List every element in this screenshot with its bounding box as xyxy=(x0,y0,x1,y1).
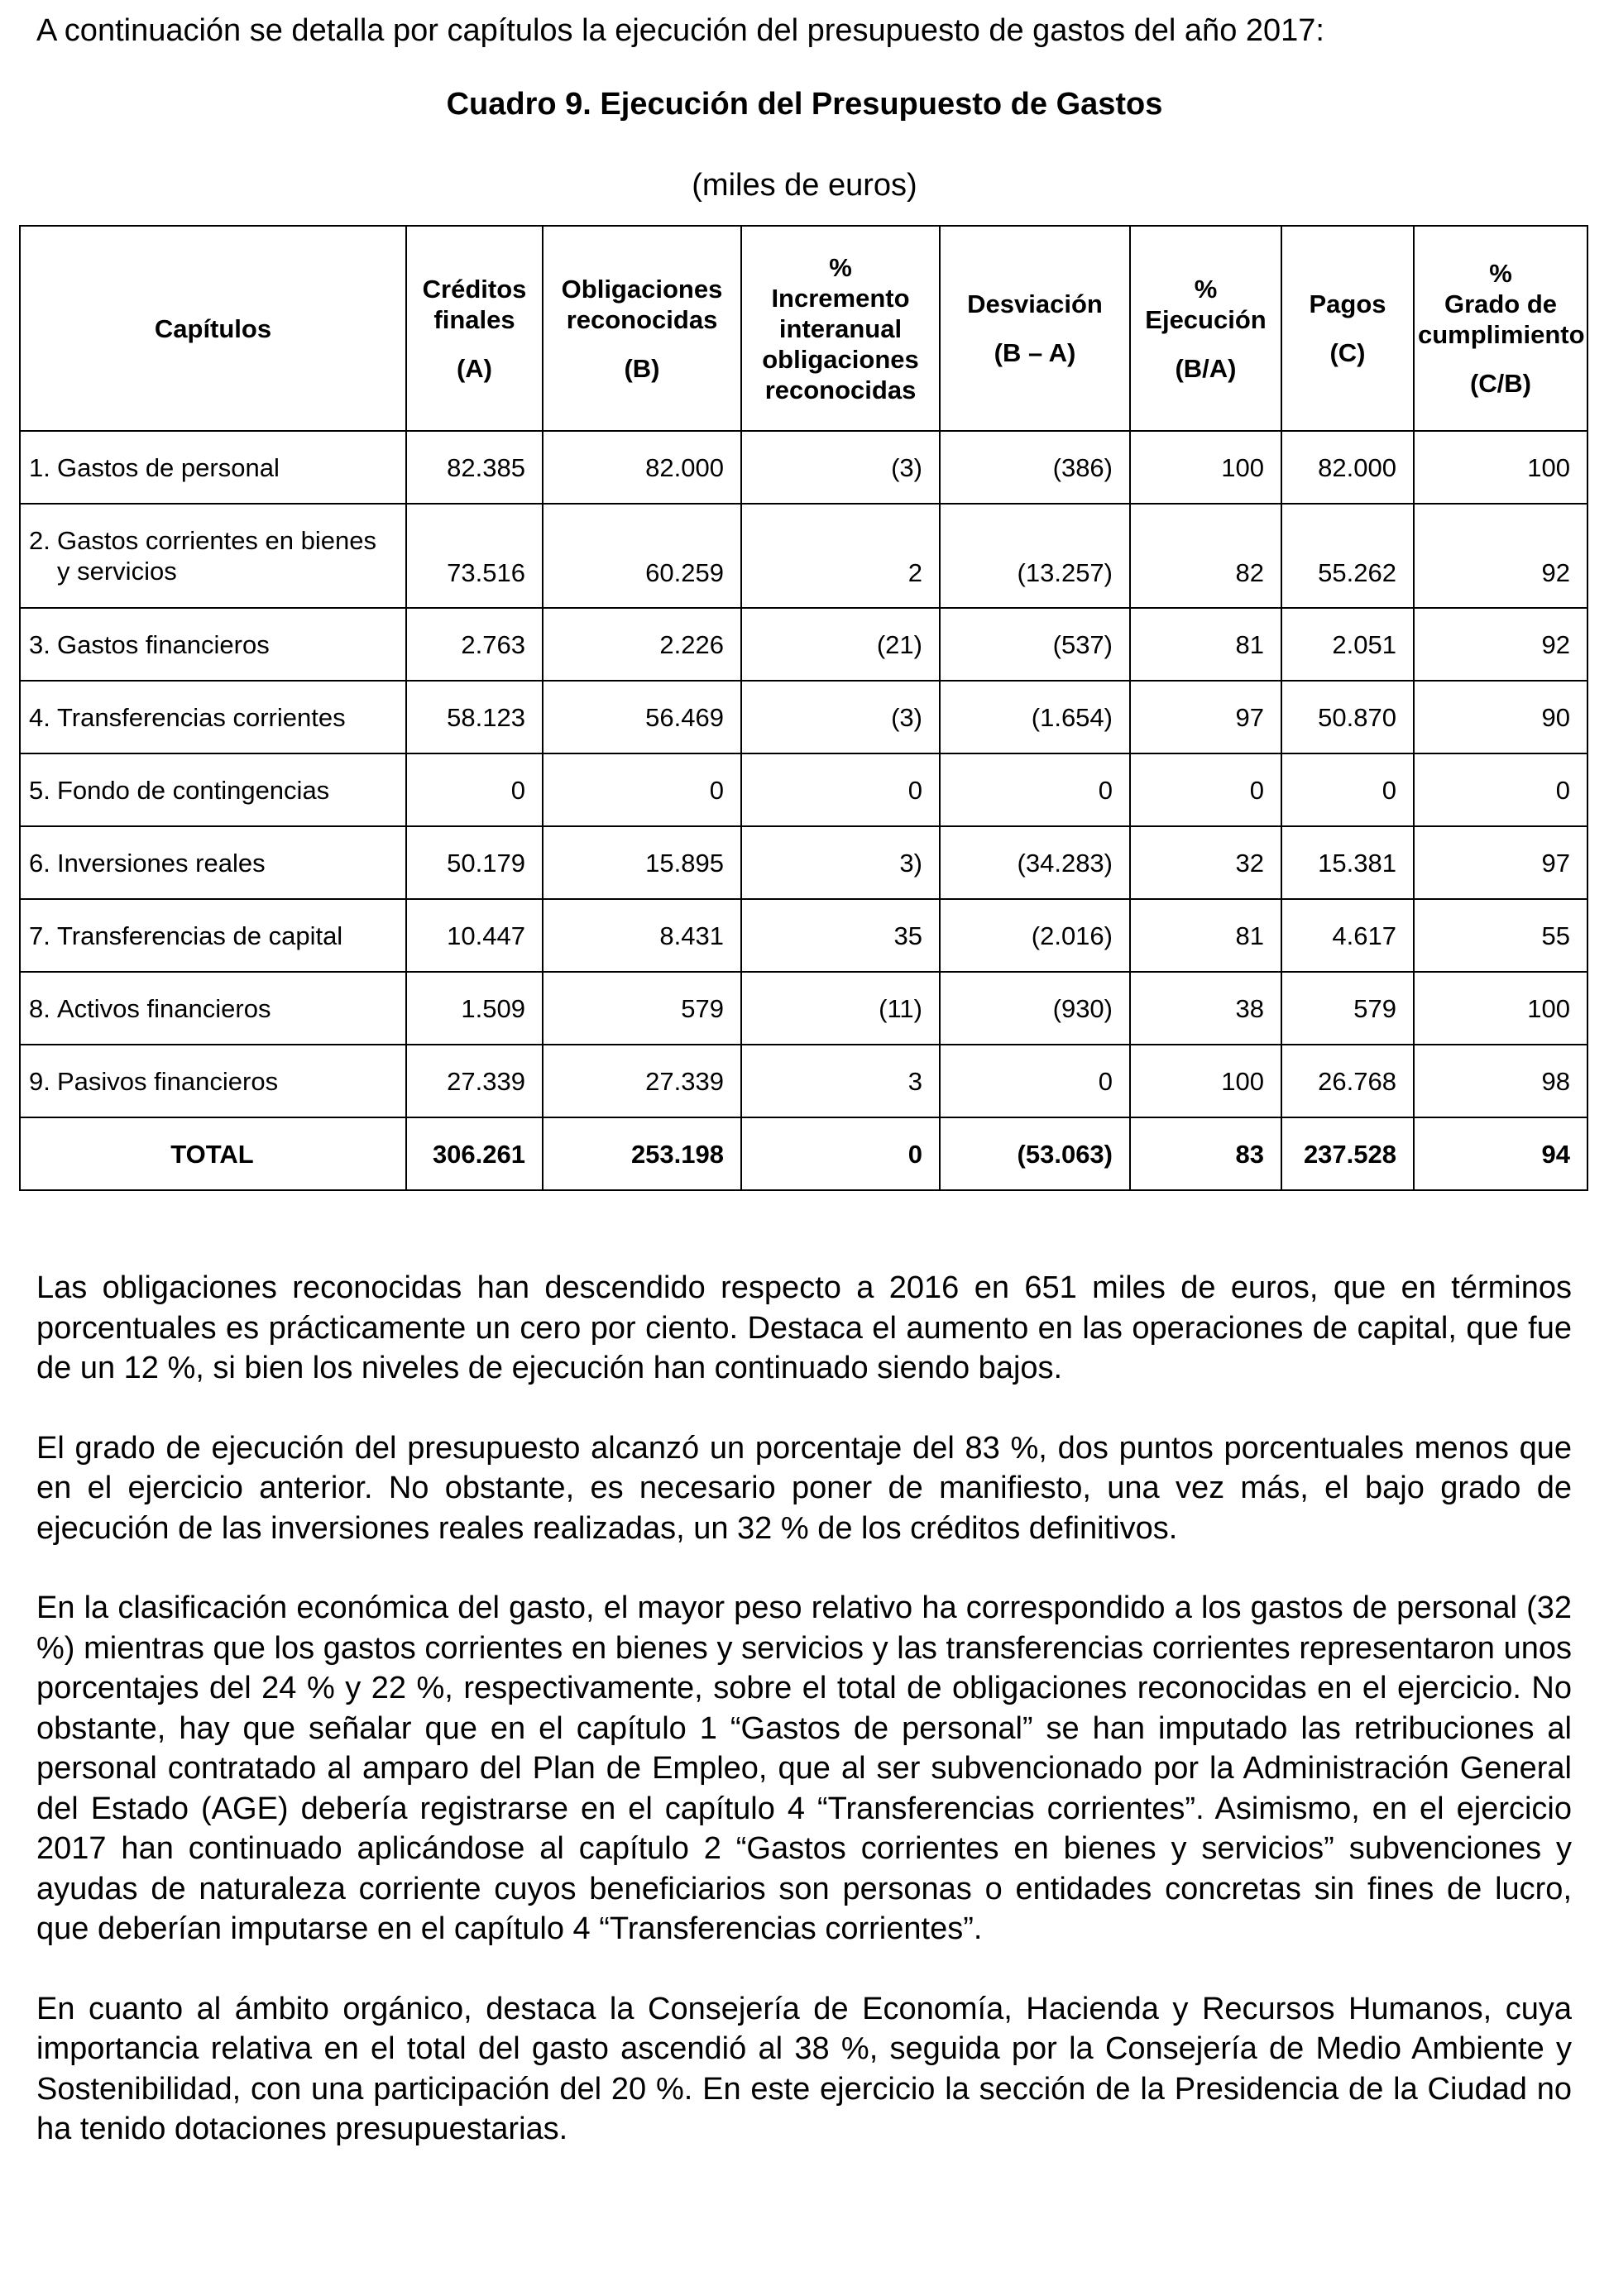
value-cell: (386) xyxy=(940,431,1130,504)
value-cell: 55.262 xyxy=(1281,504,1414,608)
value-cell: 100 xyxy=(1414,972,1587,1045)
chapter-cell xyxy=(20,504,406,608)
total-value-cell: 83 xyxy=(1130,1117,1281,1190)
table-row xyxy=(20,899,1587,972)
column-header-line: % xyxy=(1194,274,1218,304)
column-header-line: Ejecución xyxy=(1145,304,1267,334)
column-header-line: Capítulos xyxy=(154,313,272,343)
table-row xyxy=(20,431,1587,504)
value-cell: 15.895 xyxy=(543,826,741,899)
value-cell: 15.381 xyxy=(1281,826,1414,899)
column-header-line: reconocidas xyxy=(566,304,718,334)
value-cell: 35 xyxy=(741,899,940,972)
chapter-cell xyxy=(20,681,406,753)
chapter-label: Transferencias de capital xyxy=(57,921,343,950)
total-value-cell: 237.528 xyxy=(1281,1117,1414,1190)
value-cell: 0 xyxy=(940,753,1130,826)
chapter-number: 1. xyxy=(29,452,50,482)
value-cell: 4.617 xyxy=(1281,899,1414,972)
chapter-label: Transferencias corrientes xyxy=(57,702,346,732)
value-cell: (13.257) xyxy=(940,504,1130,608)
column-header xyxy=(1130,226,1281,431)
total-value-cell: 253.198 xyxy=(543,1117,741,1190)
column-header xyxy=(1281,226,1414,431)
chapter-label: Gastos financieros xyxy=(57,629,270,659)
value-cell: (930) xyxy=(940,972,1130,1045)
column-header-line: obligaciones xyxy=(762,344,919,374)
column-header-line: cumplimiento xyxy=(1418,320,1585,349)
total-value-cell: 306.261 xyxy=(406,1117,543,1190)
value-cell: (3) xyxy=(741,431,940,504)
table-row xyxy=(20,608,1587,681)
value-cell: 81 xyxy=(1130,899,1281,972)
value-cell: 27.339 xyxy=(543,1045,741,1117)
value-cell: 82 xyxy=(1130,504,1281,608)
column-header-line: interanual xyxy=(778,313,903,343)
column-header-line: finales xyxy=(433,304,515,334)
value-cell: 97 xyxy=(1130,681,1281,753)
chapter-label: Pasivos financieros xyxy=(57,1066,279,1096)
column-header xyxy=(406,226,543,431)
table-units: (miles de euros) xyxy=(692,168,917,203)
value-cell: 97 xyxy=(1414,826,1587,899)
column-header-ref: (B) xyxy=(624,353,660,383)
chapter-cell xyxy=(20,431,406,504)
column-header-ref: (A) xyxy=(456,353,493,383)
chapter-label: Gastos de personal xyxy=(57,452,280,482)
table-body xyxy=(20,431,1587,1190)
value-cell: 8.431 xyxy=(543,899,741,972)
value-cell: 10.447 xyxy=(406,899,543,972)
value-cell: (34.283) xyxy=(940,826,1130,899)
value-cell: 0 xyxy=(1130,753,1281,826)
column-header-line: Incremento xyxy=(771,283,910,313)
value-cell: 2 xyxy=(741,504,940,608)
table-row xyxy=(20,753,1587,826)
total-label: TOTAL xyxy=(20,1117,406,1190)
value-cell: 32 xyxy=(1130,826,1281,899)
value-cell: 55 xyxy=(1414,899,1587,972)
table-row xyxy=(20,826,1587,899)
column-header xyxy=(1414,226,1587,431)
value-cell: 579 xyxy=(1281,972,1414,1045)
column-header-line: Obligaciones xyxy=(561,274,723,304)
body-paragraphs xyxy=(36,1268,1572,2189)
value-cell: (11) xyxy=(741,972,940,1045)
paragraph: El grado de ejecución del presupuesto alcanzó un porcentaje del 83 %, dos puntos porcentuales menos que en el ejercicio anterior. No obstante, es necesario poner de manifiesto, una vez más, el bajo grado de ejecución de las inversiones reales realizadas, un 32 % de los créditos definitivos. xyxy=(36,1430,1572,1546)
column-header xyxy=(543,226,741,431)
chapter-label: Fondo de contingencias xyxy=(57,775,330,805)
column-header xyxy=(940,226,1130,431)
value-cell: 0 xyxy=(940,1045,1130,1117)
total-value-cell: 0 xyxy=(741,1117,940,1190)
value-cell: 38 xyxy=(1130,972,1281,1045)
chapter-number: 5. xyxy=(29,775,50,805)
value-cell: 0 xyxy=(1281,753,1414,826)
value-cell: 100 xyxy=(1130,1045,1281,1117)
value-cell: 60.259 xyxy=(543,504,741,608)
value-cell: 58.123 xyxy=(406,681,543,753)
value-cell: 1.509 xyxy=(406,972,543,1045)
value-cell: 0 xyxy=(406,753,543,826)
value-cell: 50.870 xyxy=(1281,681,1414,753)
value-cell: (537) xyxy=(940,608,1130,681)
column-header-line: Grado de xyxy=(1444,289,1558,318)
budget-table xyxy=(19,225,1588,1191)
value-cell: 3 xyxy=(741,1045,940,1117)
column-header-ref: (C) xyxy=(1329,338,1366,367)
chapter-cell xyxy=(20,972,406,1045)
value-cell: 579 xyxy=(543,972,741,1045)
column-header xyxy=(20,226,406,431)
value-cell: 56.469 xyxy=(543,681,741,753)
value-cell: 3) xyxy=(741,826,940,899)
value-cell: (21) xyxy=(741,608,940,681)
value-cell: 100 xyxy=(1130,431,1281,504)
chapter-label: Gastos corrientes en bienes y servicios xyxy=(57,526,376,586)
value-cell: 82.000 xyxy=(1281,431,1414,504)
column-header-line: % xyxy=(1489,259,1512,288)
chapter-label: Activos financieros xyxy=(57,993,271,1023)
total-value-cell: 94 xyxy=(1414,1117,1587,1190)
column-header-line: Créditos xyxy=(422,274,527,304)
value-cell: 81 xyxy=(1130,608,1281,681)
value-cell: 82.000 xyxy=(543,431,741,504)
column-header-ref: (C/B) xyxy=(1469,369,1532,398)
value-cell: 26.768 xyxy=(1281,1045,1414,1117)
value-cell: 0 xyxy=(543,753,741,826)
value-cell: 0 xyxy=(741,753,940,826)
chapter-number: 7. xyxy=(29,921,50,950)
table-header-row xyxy=(20,226,1587,431)
table-row xyxy=(20,1045,1587,1117)
chapter-number: 3. xyxy=(29,629,50,659)
table-title: Cuadro 9. Ejecución del Presupuesto de Gastos xyxy=(446,87,1163,122)
value-cell: (3) xyxy=(741,681,940,753)
chapter-number: 6. xyxy=(29,848,50,878)
value-cell: 2.763 xyxy=(406,608,543,681)
value-cell: (2.016) xyxy=(940,899,1130,972)
value-cell: (1.654) xyxy=(940,681,1130,753)
value-cell: 90 xyxy=(1414,681,1587,753)
intro-text: A continuación se detalla por capítulos la ejecución del presupuesto de gastos del año 2017: xyxy=(36,13,1324,48)
chapter-cell xyxy=(20,753,406,826)
column-header-ref: (B/A) xyxy=(1175,353,1237,383)
paragraph: Las obligaciones reconocidas han descendido respecto a 2016 en 651 miles de euros, que en términos porcentuales es prácticamente un cero por ciento. Destaca el aumento en las operaciones de capital, que fue de un 12 %, si bien los niveles de ejecución han continuado siendo bajos. xyxy=(36,1270,1572,1385)
chapter-cell xyxy=(20,608,406,681)
total-row xyxy=(20,1117,1587,1190)
chapter-cell xyxy=(20,826,406,899)
column-header-line: Pagos xyxy=(1309,289,1386,318)
value-cell: 27.339 xyxy=(406,1045,543,1117)
value-cell: 98 xyxy=(1414,1045,1587,1117)
chapter-number: 9. xyxy=(29,1066,50,1096)
value-cell: 82.385 xyxy=(406,431,543,504)
paragraph: En cuanto al ámbito orgánico, destaca la Consejería de Economía, Hacienda y Recursos Humanos, cuya importancia relativa en el total del gasto ascendió al 38 %, seguida por la Consejería de Medio Ambiente y Sostenibilidad, con una participación del 20 %. En este ejercicio la sección de la Presidencia de la Ciudad no ha tenido dotaciones presupuestarias. xyxy=(36,1991,1572,2146)
total-value-cell: (53.063) xyxy=(940,1117,1130,1190)
table-row xyxy=(20,681,1587,753)
chapter-cell xyxy=(20,899,406,972)
table-row xyxy=(20,972,1587,1045)
column-header-line: % xyxy=(829,252,852,282)
column-header-ref: (B – A) xyxy=(994,338,1076,367)
table-row xyxy=(20,504,1587,608)
chapter-cell xyxy=(20,1045,406,1117)
value-cell: 92 xyxy=(1414,504,1587,608)
paragraph: En la clasificación económica del gasto, el mayor peso relativo ha correspondido a los gastos de personal (32 %) mientras que los gastos corrientes en bienes y servicios y las transferencias corrientes representaron unos porcentajes del 24 % y 22 %, respectivamente, sobre el total de obligaciones reconocidas en el ejercicio. No obstante, hay que señalar que en el capítulo 1 “Gastos de personal” se han imputado las retribuciones al personal contratado al amparo del Plan de Empleo, que al ser subvencionado por la Administración General del Estado (AGE) debería registrarse en el capítulo 4 “Transferencias corrientes”. Asimismo, en el ejercicio 2017 han continuado aplicándose al capítulo 2 “Gastos corrientes en bienes y servicios” subvenciones y ayudas de naturaleza corriente cuyos beneficiarios son personas o entidades concretas sin fines de lucro, que deberían imputarse en el capítulo 4 “Transferencias corrientes”. xyxy=(36,1590,1572,1946)
value-cell: 100 xyxy=(1414,431,1587,504)
chapter-number: 8. xyxy=(29,993,50,1023)
chapter-number: 2. xyxy=(29,526,50,555)
column-header-line: Desviación xyxy=(967,289,1103,318)
value-cell: 92 xyxy=(1414,608,1587,681)
chapter-number: 4. xyxy=(29,702,50,732)
value-cell: 2.226 xyxy=(543,608,741,681)
value-cell: 50.179 xyxy=(406,826,543,899)
value-cell: 2.051 xyxy=(1281,608,1414,681)
column-header-line: reconocidas xyxy=(764,375,917,404)
chapter-label: Inversiones reales xyxy=(57,848,266,878)
value-cell: 0 xyxy=(1414,753,1587,826)
column-header xyxy=(741,226,940,431)
value-cell: 73.516 xyxy=(406,504,543,608)
